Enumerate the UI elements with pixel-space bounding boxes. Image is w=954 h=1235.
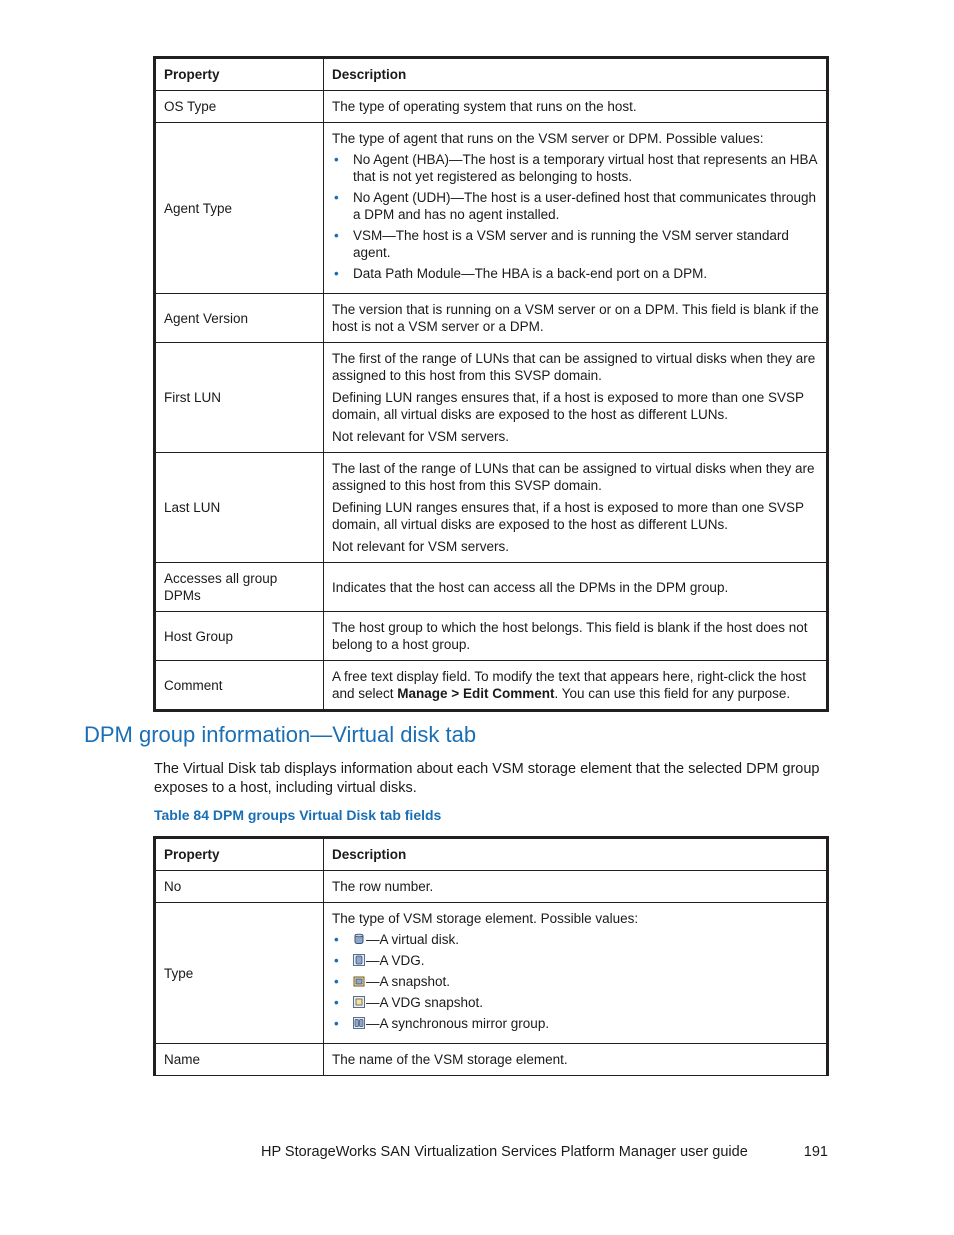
description-cell: The row number.: [324, 871, 828, 903]
description-text: . You can use this field for any purpose.: [554, 686, 791, 701]
description-cell: Indicates that the host can access all the DPMs in the DPM group.: [324, 563, 828, 612]
mirror-group-icon: [353, 1017, 365, 1029]
section-intro: The Virtual Disk tab displays information about each VSM storage element that the selected DPM group exposes to a host, including virtual disks.: [154, 761, 820, 796]
property-cell: Accesses all group DPMs: [155, 563, 324, 612]
list-item: • Data Path Module—The HBA is a back-end port on a DPM.: [332, 265, 819, 282]
footer-title: HP StorageWorks SAN Virtualization Services Platform Manager user guide: [261, 1144, 748, 1160]
description-cell: The name of the VSM storage element.: [324, 1044, 828, 1076]
list-item: • No Agent (HBA)—The host is a temporary virtual host that represents an HBA that is not yet registered as belonging to hosts.: [332, 151, 819, 185]
table-row: [155, 903, 828, 1044]
list-item: [332, 1015, 819, 1032]
table-row: [155, 91, 828, 123]
property-cell: OS Type: [155, 91, 324, 123]
table-caption: Table 84 DPM groups Virtual Disk tab fields: [154, 807, 442, 823]
table-row: [155, 123, 828, 294]
table-row: [155, 453, 828, 563]
possible-values-list: [332, 931, 819, 1032]
table-row: [155, 294, 828, 343]
description-intro: The type of agent that runs on the VSM server or DPM. Possible values:: [332, 131, 764, 146]
description-paragraph: The first of the range of LUNs that can be assigned to virtual disks when they are assigned to this host from this SVSP domain.: [332, 351, 816, 383]
description-cell: The host group to which the host belongs. This field is blank if the host does not belong to a host group.: [324, 612, 828, 661]
property-cell: Name: [155, 1044, 324, 1076]
description-cell: [324, 343, 828, 453]
list-item: [332, 931, 819, 948]
description-cell: The type of operating system that runs on the host.: [324, 91, 828, 123]
value-text: —A VDG snapshot.: [366, 995, 484, 1010]
table-row: [155, 661, 828, 711]
virtual-disk-icon: [353, 933, 365, 945]
snapshot-icon: [353, 975, 365, 987]
section-heading: DPM group information—Virtual disk tab: [84, 722, 477, 747]
description-cell: The version that is running on a VSM server or on a DPM. This field is blank if the host is not a VSM server or a DPM.: [324, 294, 828, 343]
list-item: • No Agent (UDH)—The host is a user-defined host that communicates through a DPM and has no agent installed.: [332, 189, 819, 223]
page-footer: [261, 1144, 828, 1160]
table-row: [155, 343, 828, 453]
value-text: —A synchronous mirror group.: [366, 1016, 550, 1031]
table-row: [155, 871, 828, 903]
description-intro: The type of VSM storage element. Possible values:: [332, 911, 639, 926]
property-cell: Type: [155, 903, 324, 1044]
description-paragraph: Not relevant for VSM servers.: [332, 429, 510, 444]
table-row: [155, 563, 828, 612]
list-item: [332, 973, 819, 990]
vdg-snapshot-icon: [353, 996, 365, 1008]
property-cell: Comment: [155, 661, 324, 711]
list-item: • VSM—The host is a VSM server and is running the VSM server standard agent.: [332, 227, 819, 261]
column-header-description: Description: [324, 838, 828, 871]
description-cell: [324, 123, 828, 294]
menu-path: Manage > Edit Comment: [397, 686, 555, 701]
value-text: —A snapshot.: [366, 974, 451, 989]
description-paragraph: Defining LUN ranges ensures that, if a host is exposed to more than one SVSP domain, all virtual disks are exposed to the host as different LUNs.: [332, 390, 804, 422]
virtual-disk-fields-table: [153, 836, 829, 1076]
property-cell: No: [155, 871, 324, 903]
value-text: —A virtual disk.: [366, 932, 460, 947]
column-header-description: Description: [324, 58, 828, 91]
description-cell: [324, 661, 828, 711]
properties-table-continued: [153, 56, 829, 712]
property-cell: Host Group: [155, 612, 324, 661]
table-header-row: [155, 838, 828, 871]
property-cell: Agent Version: [155, 294, 324, 343]
vdg-icon: [353, 954, 365, 966]
description-text: A free text display field. To modify the text that appears here, right-click the host and select: [332, 669, 806, 701]
description-cell: [324, 903, 828, 1044]
list-item: [332, 994, 819, 1011]
table-row: [155, 612, 828, 661]
list-item: [332, 952, 819, 969]
value-text: —A VDG.: [366, 953, 425, 968]
table-header-row: [155, 58, 828, 91]
property-cell: First LUN: [155, 343, 324, 453]
description-paragraph: Defining LUN ranges ensures that, if a host is exposed to more than one SVSP domain, all virtual disks are exposed to the host as different LUNs.: [332, 500, 804, 532]
column-header-property: Property: [155, 58, 324, 91]
description-paragraph: Not relevant for VSM servers.: [332, 539, 510, 554]
description-paragraph: The last of the range of LUNs that can be assigned to virtual disks when they are assigned to this host from this SVSP domain.: [332, 461, 815, 493]
property-cell: Agent Type: [155, 123, 324, 294]
description-cell: [324, 453, 828, 563]
table-row: [155, 1044, 828, 1076]
page-number: 191: [803, 1144, 828, 1160]
column-header-property: Property: [155, 838, 324, 871]
property-cell: Last LUN: [155, 453, 324, 563]
possible-values-list: [332, 151, 819, 282]
